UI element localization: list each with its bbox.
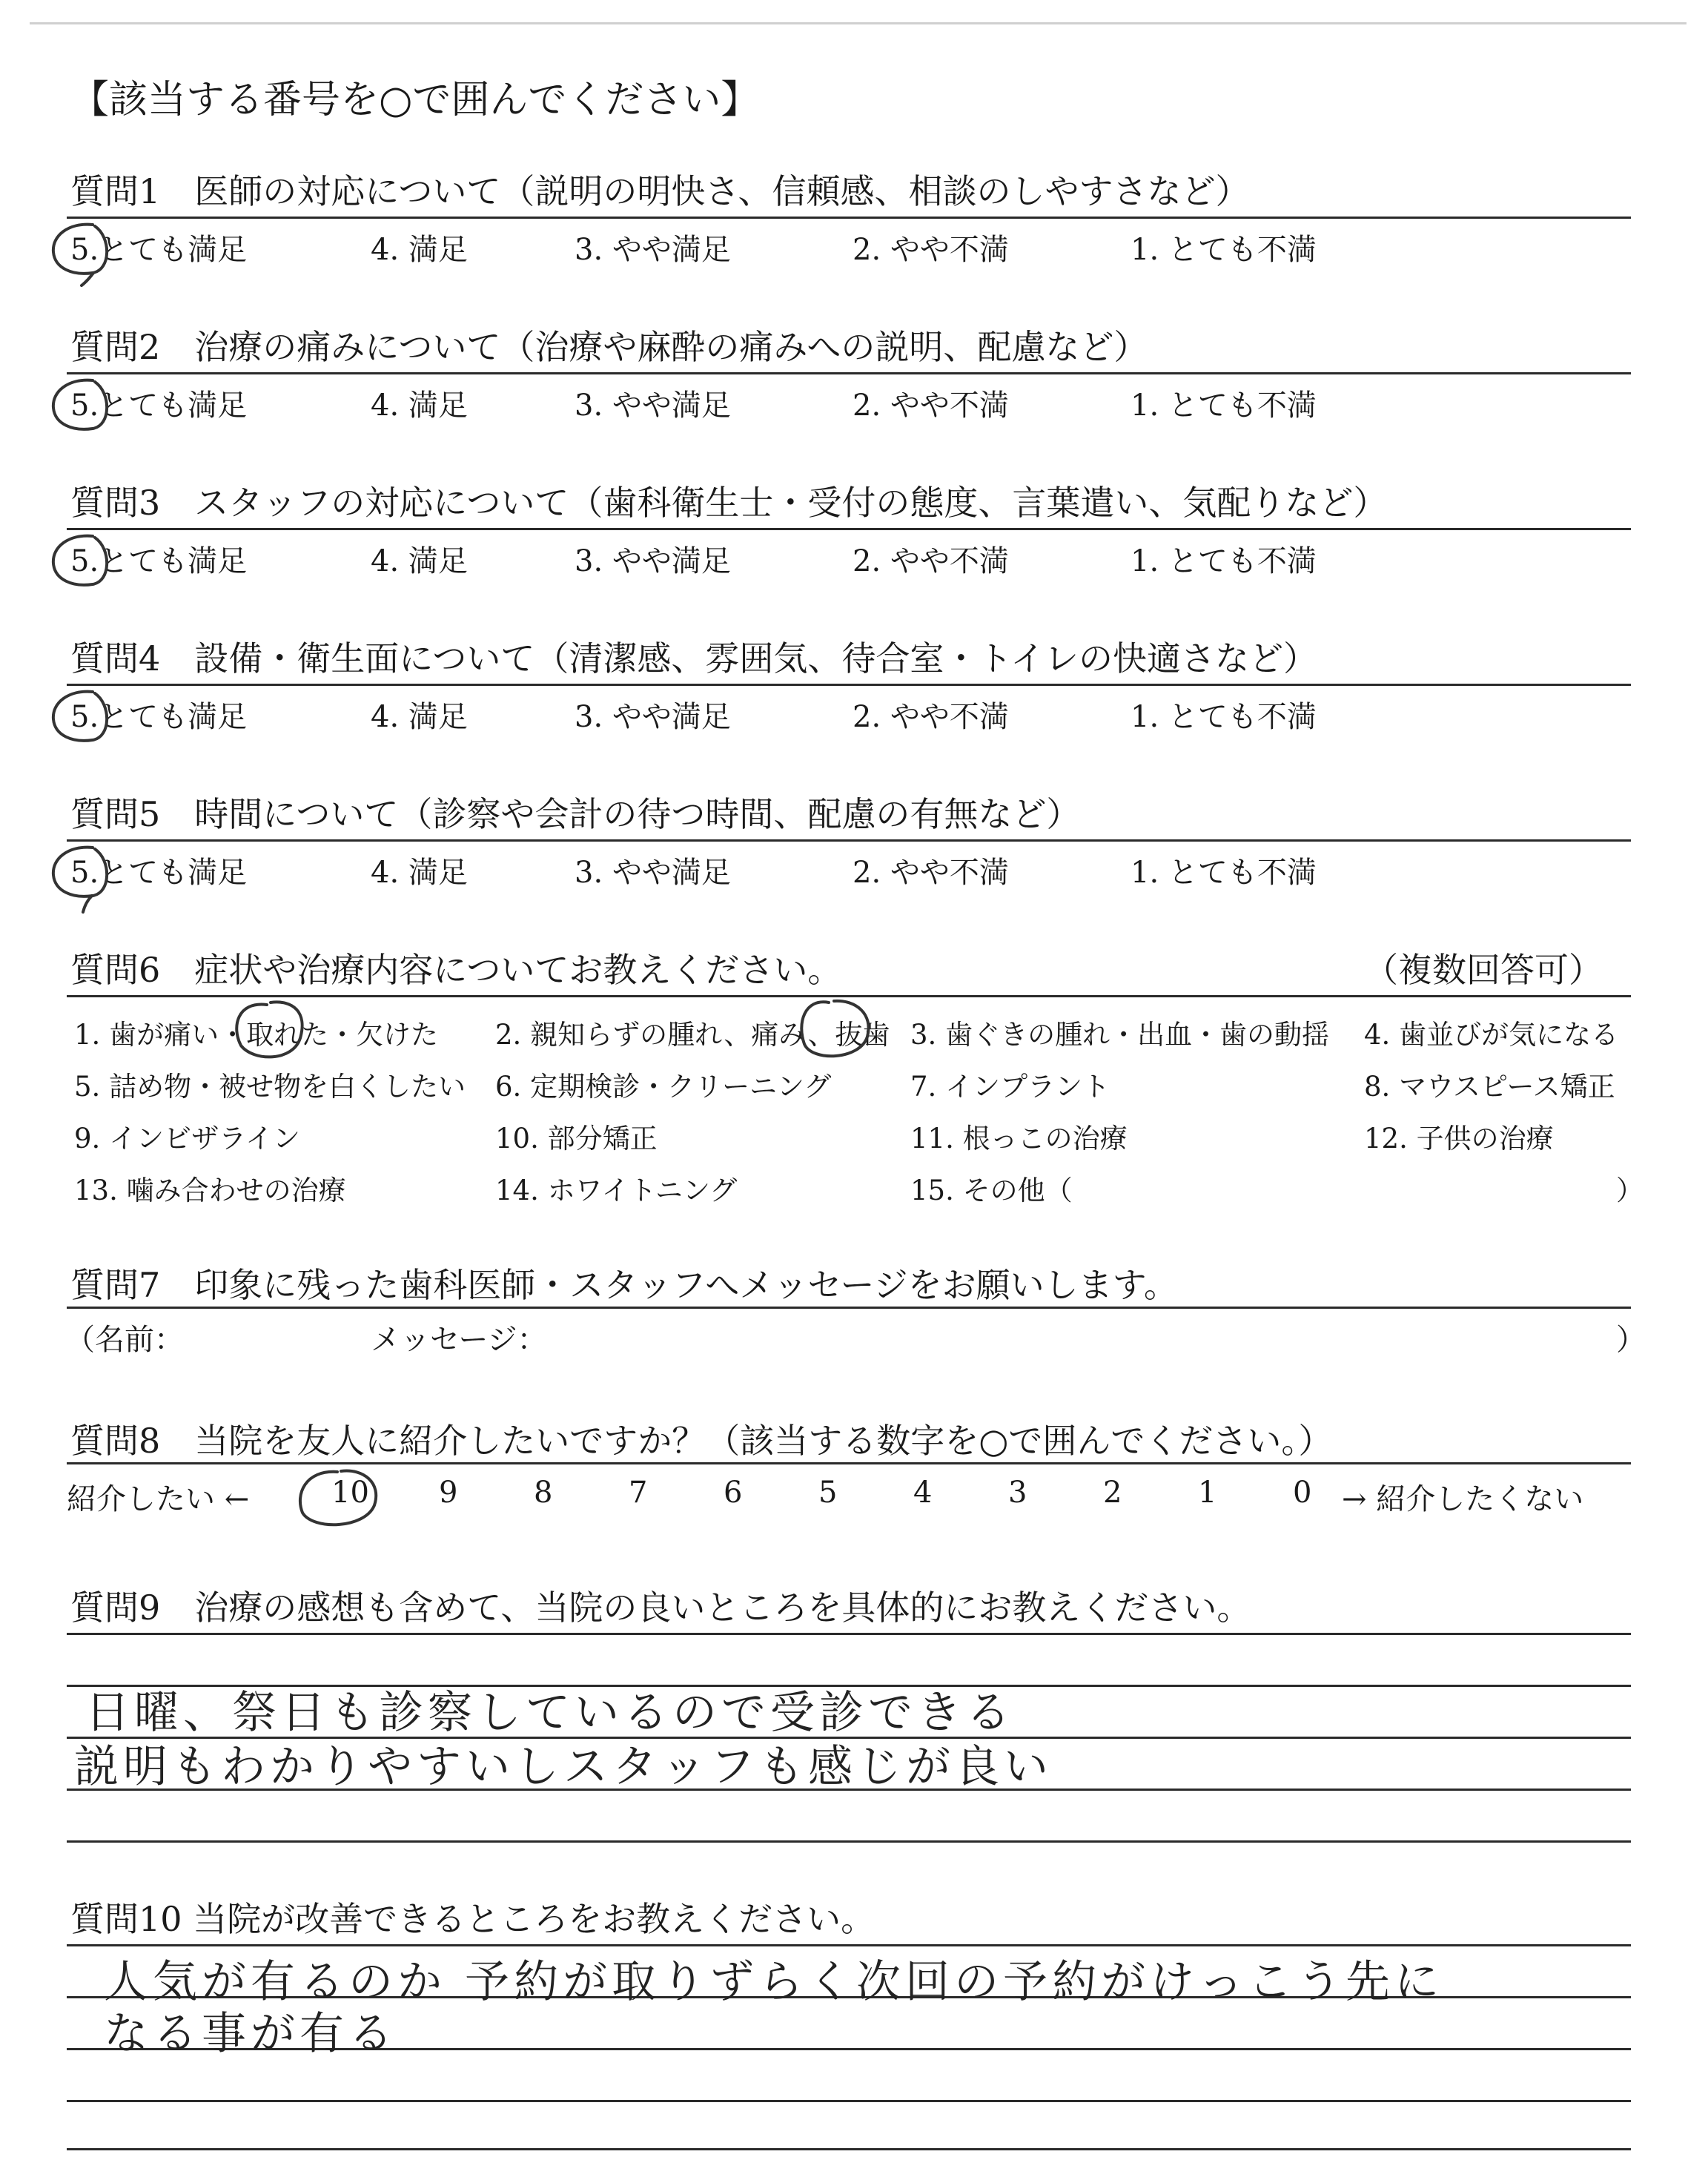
option-1[interactable]: 1. とても不満 xyxy=(1131,544,1317,578)
rule xyxy=(67,372,1631,374)
scale-8[interactable]: 8 xyxy=(534,1476,553,1510)
rule xyxy=(67,684,1631,686)
option-4[interactable]: 4. 満足 xyxy=(371,389,468,423)
q6-option[interactable]: 5. 詰め物・被せ物を白くしたい xyxy=(74,1071,466,1103)
q7-message-label: メッセージ： xyxy=(371,1323,547,1357)
option-3[interactable]: 3. やや満足 xyxy=(575,544,731,578)
option-3[interactable]: 3. やや満足 xyxy=(575,700,731,734)
q6-option[interactable]: 13. 噛み合わせの治療 xyxy=(74,1175,346,1206)
page-top-border xyxy=(30,22,1687,24)
option-5[interactable]: 5.とても満足 xyxy=(70,389,248,423)
q6-option[interactable]: 14. ホワイトニング xyxy=(495,1175,738,1206)
answer-line xyxy=(67,1840,1631,1843)
q6-option[interactable]: 9. インビザライン xyxy=(74,1123,300,1155)
q6-option[interactable]: 6. 定期検診・クリーニング xyxy=(495,1071,832,1103)
q7-name-label: （名前： xyxy=(65,1323,184,1357)
option-2[interactable]: 2. やや不満 xyxy=(853,700,1009,734)
q6-other-close: ） xyxy=(1616,1175,1644,1206)
scale-0[interactable]: 0 xyxy=(1293,1476,1312,1510)
option-4[interactable]: 4. 満足 xyxy=(371,544,468,578)
option-5[interactable]: 5.とても満足 xyxy=(70,544,248,578)
question-4-title: 質問4 設備・衛生面について（清潔感、雰囲気、待合室・トイレの快適さなど） xyxy=(70,638,1318,678)
option-2[interactable]: 2. やや不満 xyxy=(853,233,1009,267)
q7-close: ） xyxy=(1616,1323,1646,1357)
q8-right-label: → 紹介したくない xyxy=(1342,1482,1584,1516)
scale-5[interactable]: 5 xyxy=(818,1476,838,1510)
option-4[interactable]: 4. 満足 xyxy=(371,856,468,890)
q6-option[interactable]: 1. 歯が痛い・取れた・欠けた xyxy=(74,1019,439,1051)
question-7-title: 質問7 印象に残った歯科医師・スタッフへメッセージをお願いします。 xyxy=(70,1265,1178,1305)
scale-3[interactable]: 3 xyxy=(1008,1476,1027,1510)
q6-option[interactable]: 7. インプラント xyxy=(910,1071,1110,1103)
scale-6[interactable]: 6 xyxy=(724,1476,743,1510)
question-8-title: 質問8 当院を友人に紹介したいですか？（該当する数字を○で囲んでください。） xyxy=(70,1421,1333,1461)
q6-option[interactable]: 4. 歯並びが気になる xyxy=(1364,1019,1619,1051)
q10-answer-line-2: なる事が有る xyxy=(104,2008,397,2060)
q6-option[interactable]: 12. 子供の治療 xyxy=(1364,1123,1554,1155)
option-1[interactable]: 1. とても不満 xyxy=(1131,233,1317,267)
rule xyxy=(67,1633,1631,1635)
answer-line xyxy=(67,2100,1631,2102)
answer-line xyxy=(67,2148,1631,2150)
option-3[interactable]: 3. やや満足 xyxy=(575,856,731,890)
question-1-title: 質問1 医師の対応について（説明の明快さ、信頼感、相談のしやすさなど） xyxy=(70,171,1250,211)
question-5-title: 質問5 時間について（診察や会計の待つ時間、配慮の有無など） xyxy=(70,794,1081,834)
option-3[interactable]: 3. やや満足 xyxy=(575,233,731,267)
q9-answer-line-1: 日曜、祭日も診察しているので受診できる xyxy=(85,1687,1015,1739)
option-1[interactable]: 1. とても不満 xyxy=(1131,856,1317,890)
scale-1[interactable]: 1 xyxy=(1198,1476,1217,1510)
page-heading: 【該当する番号を○で囲んでください】 xyxy=(70,78,760,122)
rule xyxy=(67,1307,1631,1309)
option-5[interactable]: 5.とても満足 xyxy=(70,856,248,890)
option-3[interactable]: 3. やや満足 xyxy=(575,389,731,423)
option-2[interactable]: 2. やや不満 xyxy=(853,389,1009,423)
q10-answer-line-1: 人気が有るのか 予約が取りずらく次回の予約がけっこう先に xyxy=(104,1956,1444,2008)
question-6-title: 質問6 症状や治療内容についてお教えください。 xyxy=(70,950,842,990)
question-6-note: （複数回答可） xyxy=(1364,950,1603,990)
option-1[interactable]: 1. とても不満 xyxy=(1131,389,1317,423)
rule xyxy=(67,995,1631,997)
q9-answer-line-2: 説明もわかりやすいしスタッフも感じが良い xyxy=(74,1741,1053,1793)
scale-10[interactable]: 10 xyxy=(331,1476,369,1510)
scale-7[interactable]: 7 xyxy=(629,1476,648,1510)
option-2[interactable]: 2. やや不満 xyxy=(853,544,1009,578)
rule xyxy=(67,217,1631,219)
question-9-title: 質問9 治療の感想も含めて、当院の良いところを具体的にお教えください。 xyxy=(70,1588,1251,1628)
circle-mark xyxy=(82,273,93,285)
option-4[interactable]: 4. 満足 xyxy=(371,233,468,267)
option-1[interactable]: 1. とても不満 xyxy=(1131,700,1317,734)
question-2-title: 質問2 治療の痛みについて（治療や麻酔の痛みへの説明、配慮など） xyxy=(70,327,1148,367)
option-2[interactable]: 2. やや不満 xyxy=(853,856,1009,890)
question-3-title: 質問3 スタッフの対応について（歯科衛生士・受付の態度、言葉遣い、気配りなど） xyxy=(70,483,1388,523)
scale-9[interactable]: 9 xyxy=(439,1476,458,1510)
rule xyxy=(67,1462,1631,1464)
option-5[interactable]: 5.とても満足 xyxy=(70,700,248,734)
q8-left-label: 紹介したい ← xyxy=(67,1482,250,1516)
option-5[interactable]: 5.とても満足 xyxy=(70,233,248,267)
q6-option[interactable]: 10. 部分矯正 xyxy=(495,1123,658,1155)
q6-option[interactable]: 2. 親知らずの腫れ、痛み、抜歯 xyxy=(495,1019,890,1051)
option-4[interactable]: 4. 満足 xyxy=(371,700,468,734)
rule xyxy=(67,839,1631,842)
q6-option[interactable]: 3. 歯ぐきの腫れ・出血・歯の動揺 xyxy=(910,1019,1330,1051)
circle-mark xyxy=(83,896,92,912)
q6-option[interactable]: 8. マウスピース矯正 xyxy=(1364,1071,1615,1103)
scale-4[interactable]: 4 xyxy=(913,1476,933,1510)
q6-option[interactable]: 11. 根っこの治療 xyxy=(910,1123,1128,1155)
question-10-title: 質問10 当院が改善できるところをお教えください。 xyxy=(70,1899,875,1939)
q6-option-other[interactable]: 15. その他（ xyxy=(910,1175,1073,1206)
rule xyxy=(67,528,1631,530)
scale-2[interactable]: 2 xyxy=(1103,1476,1122,1510)
